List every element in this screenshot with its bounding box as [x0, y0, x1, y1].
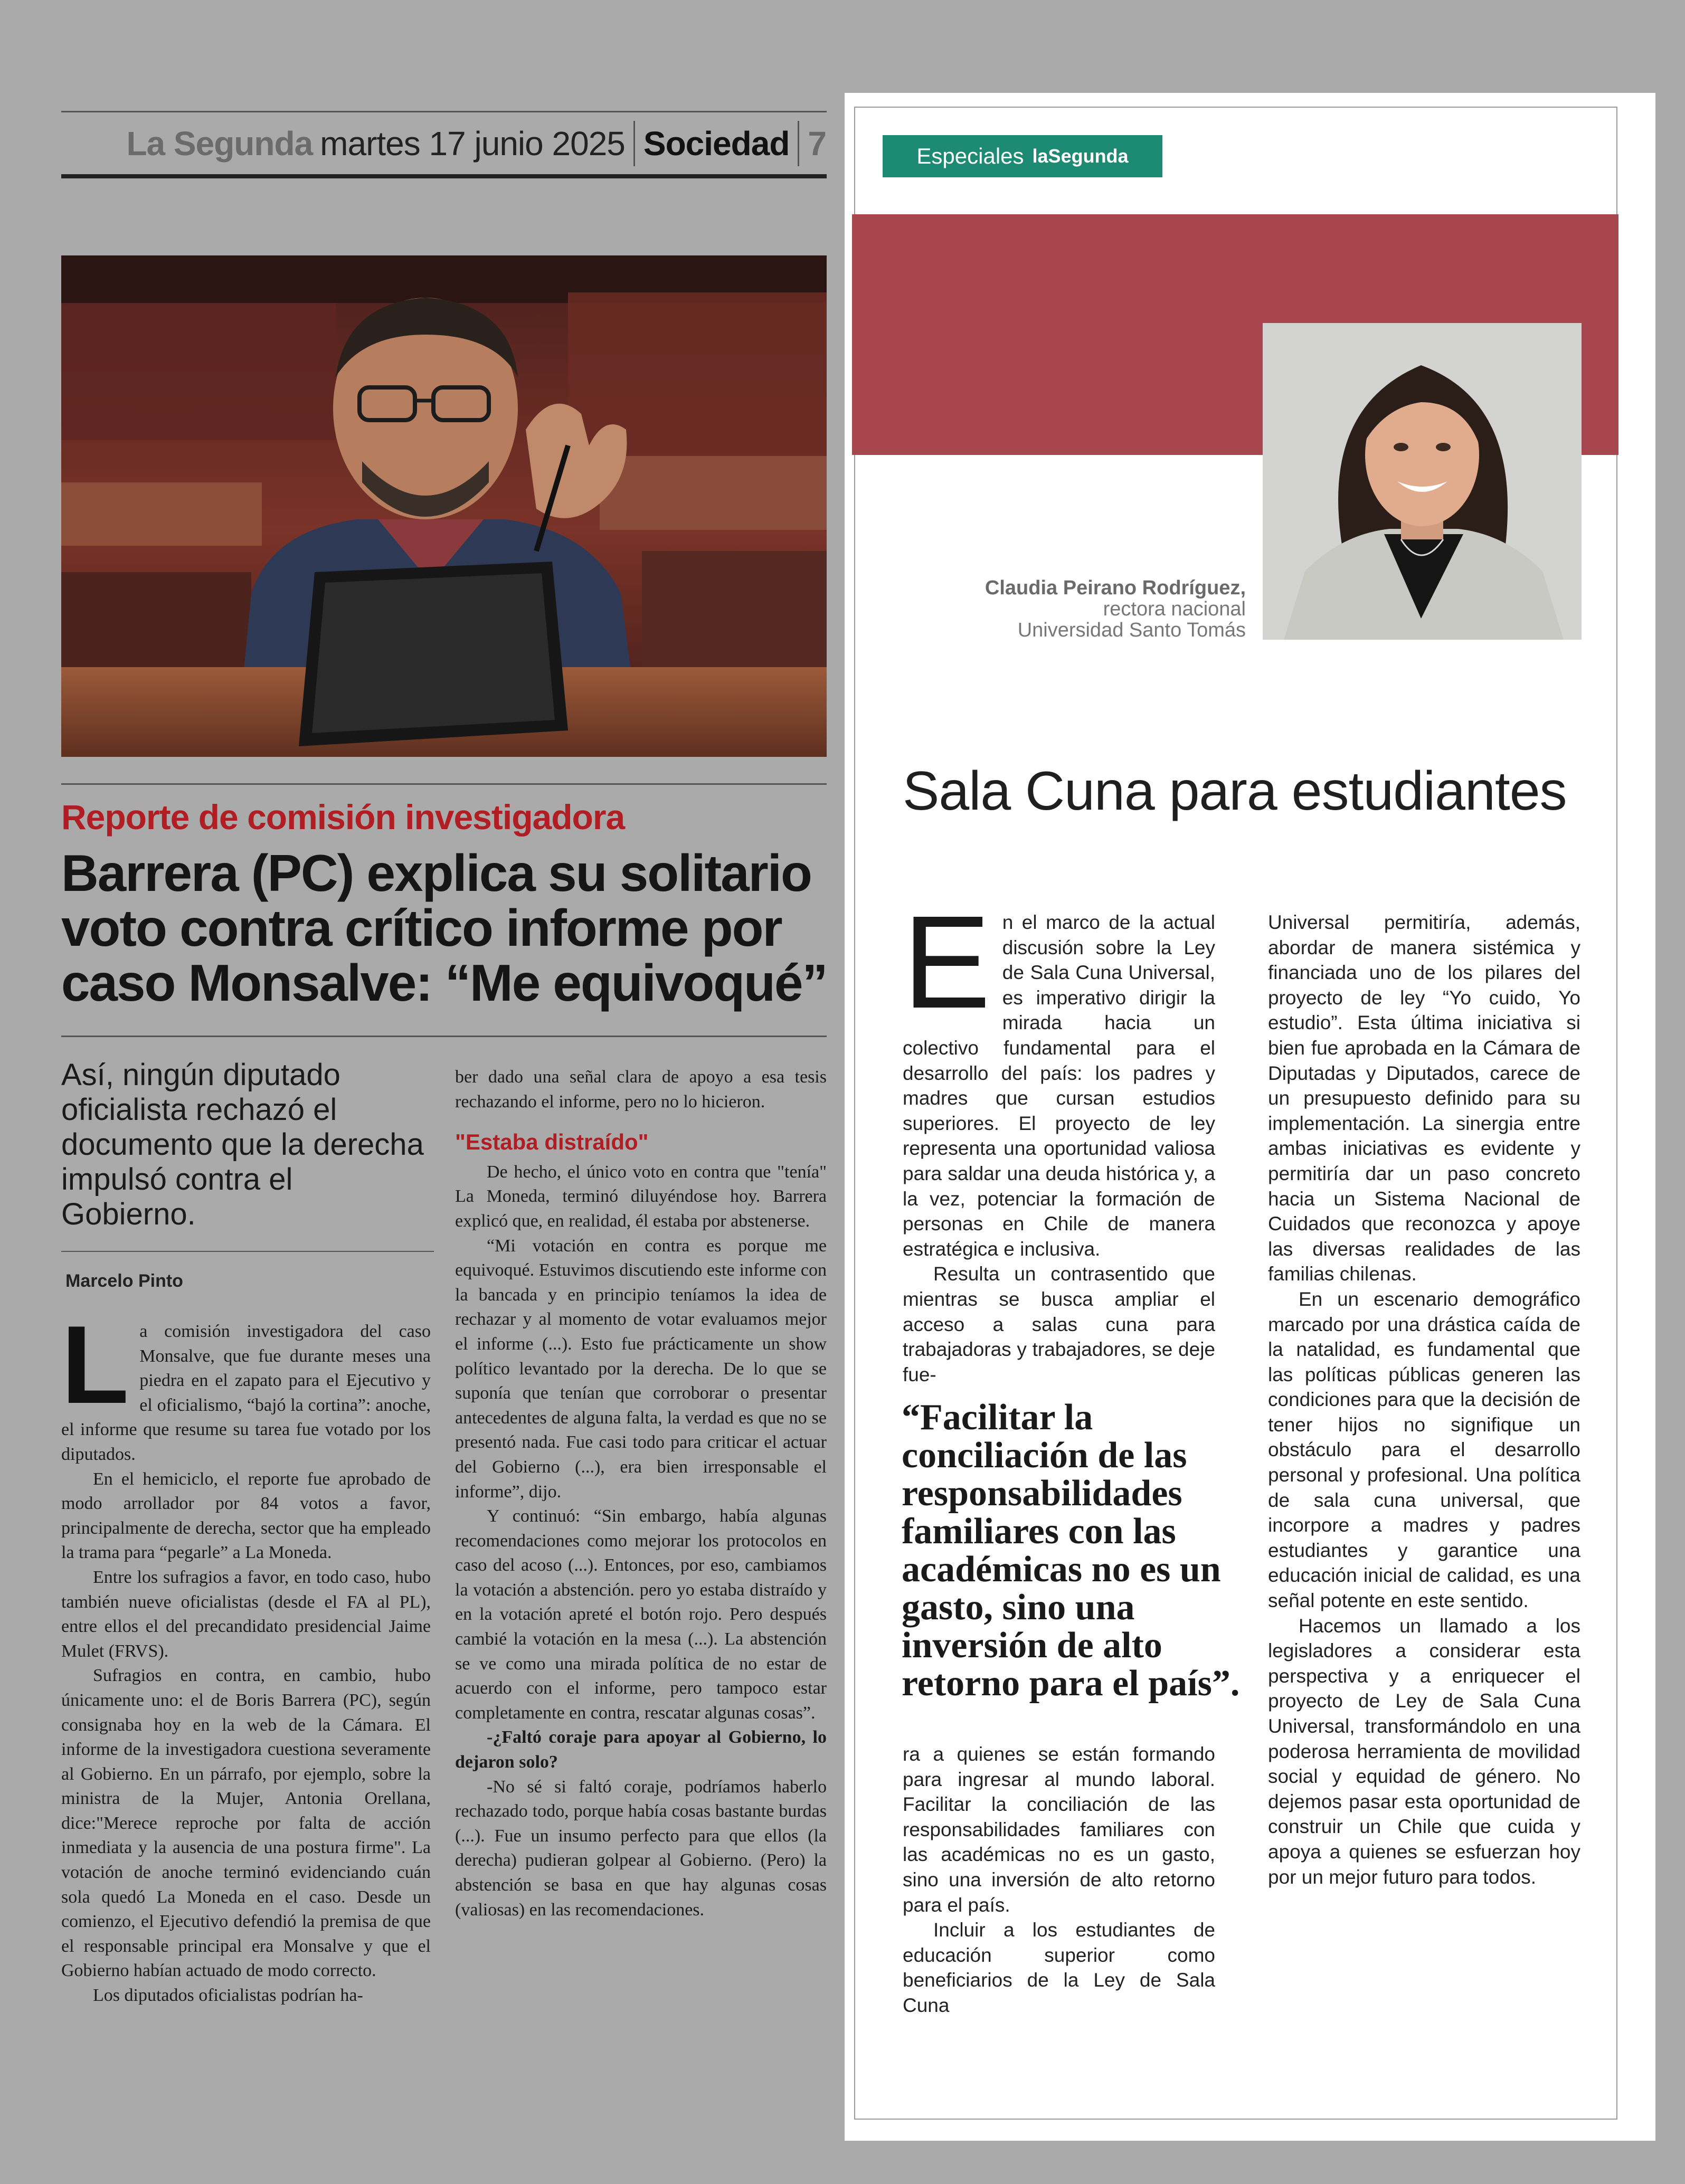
page-number: 7 [808, 125, 827, 163]
opinion-paragraph [903, 888, 1215, 1261]
article-paragraph: Los diputados oficialistas podrían ha- [93, 1986, 363, 2006]
article-byline: Marcelo Pinto [65, 1271, 183, 1291]
masthead-rule-bottom [61, 174, 827, 178]
especiales-badge [883, 135, 1162, 177]
opinion-paragraph: Hacemos un llamado a los legisladores a considerar esta perspectiva y a enriquecer el proyecto de Ley de Sala Cuna Universal, transformándolo en una poderosa herramienta de movilidad social y equidad de género. No dejemos pasar esta oportunidad de construir un Chile que cuida y apoya a quienes se esfuerzan hoy por un mejor futuro para todos. [1268, 1615, 1580, 1888]
article-paragraph: De hecho, el único voto en contra que "tenía" La Moneda, terminó diluyéndose hoy. Barrera explicó que, en realidad, él estaba por abstenerse. [455, 1162, 827, 1231]
article-paragraph: -No sé si faltó coraje, podríamos haberlo rechazado todo, porque había cosas bastante burdas (...). Fue un insumo perfecto para que ellos (la derecha) pudieran golpear al Gobierno. (Pero) la abstención se basa en que hay algunas cosas (valiosas) en las recomendaciones. [455, 1777, 827, 1920]
badge-label: Especiales [916, 144, 1024, 168]
masthead-brand: La Segunda [126, 125, 313, 163]
divider [61, 1036, 827, 1037]
author-caption [897, 577, 1246, 641]
opinion-paragraph: Universal permitiría, además, abordar de manera sistémica y financiada uno de los pilares del proyecto de ley “Yo cuido, Yo estudio”. Esta última iniciativa si bien fue aprobada en la Cámara de Diputadas y Diputados, carece de un presupuesto definido para su implementación. La sinergia entre ambas iniciativas es evidente y permitiría dar un paso concreto hacia un Sistema Nacional de Cuidados que reconozca y apoye las diversas realidades de las familias chilenas. [1268, 911, 1580, 1285]
article-dek: Así, ningún diputado oficialista rechazó el documento que la derecha impulsó contra el Gobierno. [61, 1058, 424, 1231]
article-paragraph: “Mi votación en contra es porque me equivoqué. Estuvimos discutiendo este informe con la bancada y en principio teníamos la idea de rechazar y al momento de votar evaluamos mejor el informe (...). Esto fue prácticamente un show político levantado por la derecha. De lo que se suponía que tenían que corroborar o presentar antecedentes de alguna falta, la verdad es que no se presentó nada. Fue casi todo para criticar el actuar del Gobierno (...), era bien irresponsable el informe”, dijo. [455, 1236, 827, 1502]
article-headline: Barrera (PC) explica su solitario voto contra crítico informe por caso Monsalve: “Me equivoqué” [61, 844, 827, 1012]
article-paragraph: En el hemiciclo, el reporte fue aprobado de modo arrollador por 84 votos a favor, principalmente de derecha, sector que ha empleado la trama para “pegarle” a La Moneda. [61, 1469, 431, 1563]
opinion-paragraph: Resulta un contrasentido que mientras se busca ampliar el acceso a salas cuna para trabajadoras y trabajadores, se deje fue- [903, 1263, 1215, 1385]
article-column-1 [61, 1303, 431, 2008]
opinion-column-2 [1268, 910, 1580, 1889]
author-organization: Universidad Santo Tomás [1017, 619, 1246, 641]
article-paragraph: Sufragios en contra, en cambio, hubo únicamente uno: el de Boris Barrera (PC), según consignaba hoy en la web de la Cámara. El informe de la investigadora cuestiona severamente al Gobierno. En un párrafo, por ejemplo, sobre la ministra de la Mujer, Antonia Orellana, dice:"Merece reproche por falta de acción inmediata y la ausencia de una postura firme". La votación de anoche terminó evidenciando cuán sola quedó La Moneda en el caso. Desde un comienzo, el Ejecutivo defendió la premisa de que el responsable principal era Monsalve y que el Gobierno habían actuado de modo correcto. [61, 1666, 431, 1981]
article-paragraph: Y continuó: “Sin embargo, había algunas recomendaciones como mejorar los protocolos en caso del acoso (...). Entonces, por eso, cambiamos la votación a abstención. pero yo estaba distraído y en la votación apreté el botón rojo. Pero después cambié la votación en la mesa (...). La abstención se ve como una mirada política de no estar de acuerdo con el informe, pero tampoco estar completamente en contra, rescatar algunas cosas”. [455, 1506, 827, 1723]
masthead-divider [798, 121, 799, 166]
masthead-date: martes 17 junio 2025 [320, 125, 625, 163]
article-kicker: Reporte de comisión investigadora [61, 797, 625, 837]
article-subhead: "Estaba distraído" [455, 1129, 649, 1155]
masthead-rule-top [61, 111, 827, 112]
masthead-divider [633, 121, 635, 166]
opinion-column-1-bottom [903, 1742, 1215, 2018]
opinion-paragraph: Incluir a los estudiantes de educación superior como beneficiarios de la Ley de Sala Cuna [903, 1919, 1215, 2016]
opinion-column-1-top [903, 888, 1215, 1387]
opinion-paragraph: ra a quienes se están formando para ingresar al mundo laboral. Facilitar la conciliación de las responsabilidades familiares con las académicas no es un gasto, sino una inversión de alto retorno para el país. [903, 1743, 1215, 1916]
interview-question: -¿Faltó coraje para apoyar al Gobierno, lo dejaron solo? [455, 1727, 827, 1772]
paragraph-text: n el marco de la actual discusión sobre la Ley de Sala Cuna Universal, es imperativo dirigir la mirada hacia un colectivo fundamental para el desarrollo del país: los padres y madres que cursan estudios superiores. El proyecto de ley representa una oportunidad valiosa para saldar una deuda histórica y, a la vez, potenciar la formación de personas en Chile de manera estratégica e inclusiva. [903, 911, 1215, 1260]
article-photo-deputy [61, 255, 827, 757]
article-paragraph: ber dado una señal clara de apoyo a esa tesis rechazando el informe, pero no lo hicieron. [455, 1067, 827, 1112]
divider [61, 1251, 434, 1252]
author-name: Claudia Peirano Rodríguez, [985, 577, 1246, 599]
article-paragraph [61, 1303, 431, 1467]
article-paragraph: Entre los sufragios a favor, en todo caso, hubo también nueve oficialistas (desde el FA al PL), entre ellos el del precandidato presidencial Jaime Mulet (FRVS). [61, 1567, 431, 1661]
author-role: rectora nacional [1103, 598, 1246, 620]
drop-cap: E [903, 888, 991, 1036]
opinion-title: Sala Cuna para estudiantes [903, 761, 1567, 822]
article-column-2 [455, 1065, 827, 1922]
opinion-paragraph: En un escenario demográfico marcado por una drástica caída de la natalidad, es fundamental que las políticas públicas generen las condiciones para que la decisión de tener hijos no signifique un obstáculo para el desarrollo personal y profesional. Una política de sala cuna universal, que incorpore a madres y padres estudiantes y garantice una educación inicial de calidad, es una señal potente en este sentido. [1268, 1288, 1580, 1612]
pull-quote: “Facilitar la conciliación de las responsabilidades familiares con las académicas no es un gasto, sino una inversión de alto retorno para el país”. [902, 1397, 1240, 1704]
masthead [61, 115, 827, 172]
author-portrait [1263, 323, 1582, 640]
divider [61, 783, 827, 785]
masthead-section: Sociedad [643, 125, 790, 163]
badge-brand: laSegunda [1032, 145, 1129, 167]
paragraph-text: a comisión investigadora del caso Monsalve, que fue durante meses una piedra en el zapato para el Ejecutivo y el oficialismo, “bajó la cortina”: anoche, el informe que resume su tarea fue votado por los diputados. [61, 1322, 431, 1464]
drop-cap: L [61, 1303, 129, 1427]
